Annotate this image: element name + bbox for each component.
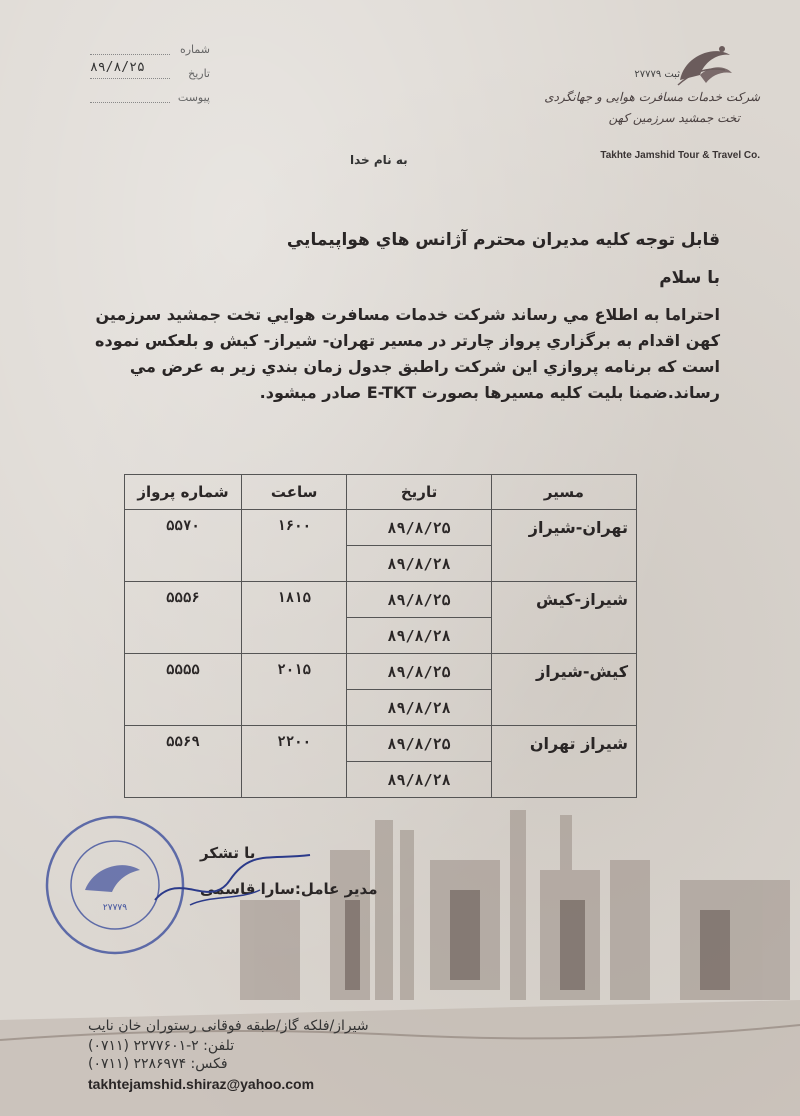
number-label: شماره xyxy=(179,43,210,56)
handwritten-signature-icon xyxy=(150,850,320,920)
flight-schedule-table xyxy=(124,474,637,798)
date-cell: ۸۹/۸/۲۸ xyxy=(347,546,491,582)
date-field xyxy=(90,62,210,82)
table-row xyxy=(125,654,637,690)
date-cell: ۸۹/۸/۲۵ xyxy=(347,726,491,762)
footer-email: takhtejamshid.shiraz@yahoo.com xyxy=(88,1076,315,1092)
date-cell: ۸۹/۸/۲۸ xyxy=(347,618,491,654)
header-date: تاريخ xyxy=(347,475,491,510)
time-cell: ۱۸۱۵ xyxy=(241,582,346,654)
date-label: تاریخ xyxy=(188,67,210,80)
closing-thanks: با تشكر xyxy=(200,844,256,862)
footer-fax: فکس: ۲۲۸۶۹۷۴ (۰۷۱۱) xyxy=(88,1056,228,1072)
flight-number-cell: ۵۵۷۰ xyxy=(125,510,242,582)
footer-address: شیراز/فلکه گاز/طبقه فوقانی رستوران خان نایب xyxy=(88,1018,369,1034)
flight-number-cell: ۵۵۵۵ xyxy=(125,654,242,726)
date-cell: ۸۹/۸/۲۸ xyxy=(347,690,491,726)
attachment-field xyxy=(90,86,210,106)
footer-phone: تلفن: ۲-۲۲۷۷۶۰۱ (۰۷۱۱) xyxy=(88,1038,235,1054)
route-cell: تهران-شيراز xyxy=(491,510,636,582)
company-name-en: Takhte Jamshid Tour & Travel Co. xyxy=(600,150,760,161)
letter-subject: قابل توجه کلیه مدیران محترم آژانس هاي هواپيمايي xyxy=(286,230,720,250)
table-row xyxy=(125,726,637,762)
flight-number-cell: ۵۵۵۶ xyxy=(125,582,242,654)
company-logo-block xyxy=(544,35,760,175)
signatory-title: مدير عامل:سارا قاسمی xyxy=(200,880,378,898)
route-cell: شيراز تهران xyxy=(491,726,636,798)
header-route: مسير xyxy=(491,475,636,510)
company-name-fa-2: تخت جمشید سرزمین کهن xyxy=(608,111,740,125)
company-name-fa-1: شرکت خدمات مسافرت هوایی و جهانگردی xyxy=(544,90,760,104)
registration-number: ثبت ۲۷۷۷۹ xyxy=(634,69,680,80)
svg-text:۲۷۷۷۹: ۲۷۷۷۹ xyxy=(102,903,128,913)
table-header-row xyxy=(125,475,637,510)
number-line xyxy=(90,54,170,55)
header-time: ساعت xyxy=(241,475,346,510)
header-flight-number: شماره پرواز xyxy=(125,475,242,510)
attachment-line xyxy=(90,102,170,103)
attachment-label: پیوست xyxy=(177,91,210,104)
basmala: به نام خدا xyxy=(350,153,408,167)
time-cell: ۲۰۱۵ xyxy=(241,654,346,726)
table-row xyxy=(125,510,637,546)
route-cell: كيش-شيراز xyxy=(491,654,636,726)
date-value: ۸۹/۸/۲۵ xyxy=(90,60,145,75)
date-cell: ۸۹/۸/۲۸ xyxy=(347,762,491,798)
letter-greeting: با سلام xyxy=(659,268,720,288)
date-cell: ۸۹/۸/۲۵ xyxy=(347,510,491,546)
route-cell: شيراز-كيش xyxy=(491,582,636,654)
time-cell: ۱۶۰۰ xyxy=(241,510,346,582)
time-cell: ۲۲۰۰ xyxy=(241,726,346,798)
letter-body: احتراما به اطلاع مي رساند شركت خدمات مسافرت هوايي تخت جمشيد سرزمين كهن اقدام به برگزاري پرواز چارتر در مسير تهران- شيراز- كيش و بلعكس نموده است كه برنامه پروازي اين شركت راطبق جدول زمان بندي زير به عرض مي رساند.ضمنا بليت كليه مسيرها بصورت E-TKT صادر ميشود. xyxy=(95,305,720,402)
table-row xyxy=(125,582,637,618)
date-cell: ۸۹/۸/۲۵ xyxy=(347,582,491,618)
number-field xyxy=(90,38,210,58)
bird-logo-icon xyxy=(670,35,740,90)
date-line xyxy=(90,78,170,79)
date-cell: ۸۹/۸/۲۵ xyxy=(347,654,491,690)
flight-number-cell: ۵۵۶۹ xyxy=(125,726,242,798)
